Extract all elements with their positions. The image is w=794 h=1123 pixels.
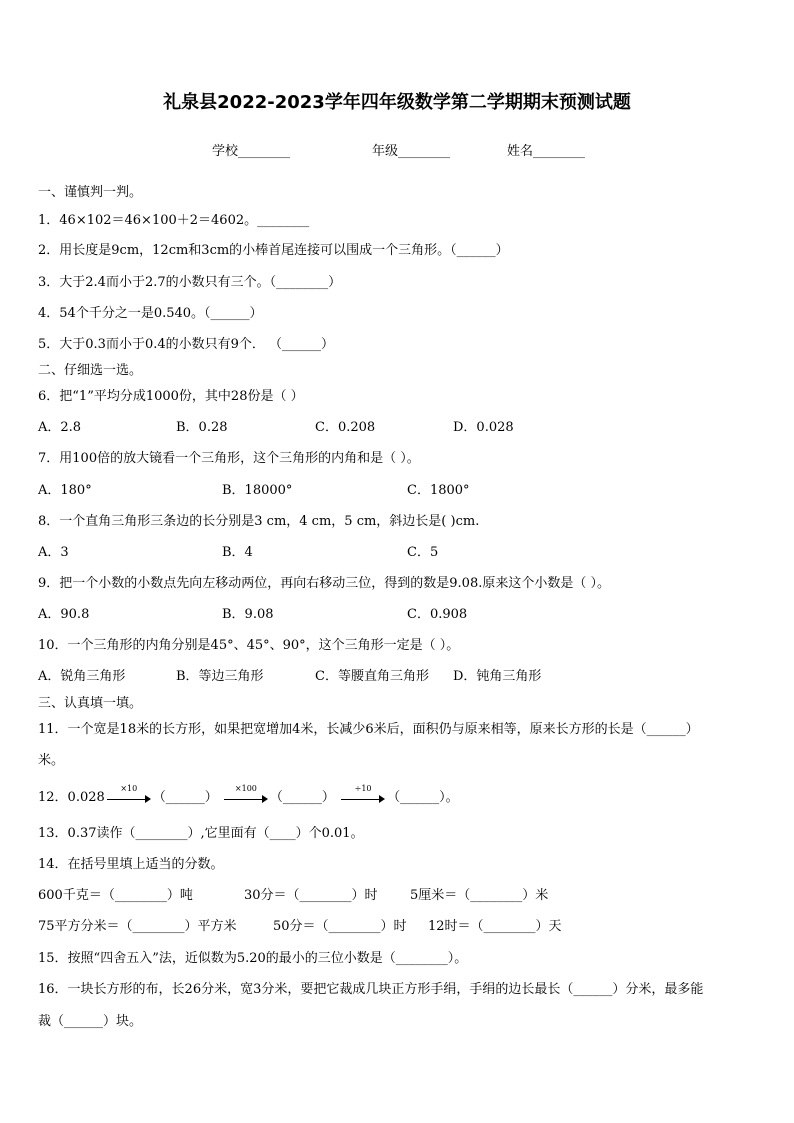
question-14: 14．在括号里填上适当的分数。: [38, 857, 224, 872]
question-3: 3．大于2.4而小于2.7的小数只有三个。（________）: [38, 275, 342, 290]
q8-option-a: A．3: [38, 545, 69, 560]
q6-option-a: A．2.8: [38, 420, 82, 435]
question-5: 5．大于0.3而小于0.4的小数只有9个． （______）: [38, 337, 335, 352]
q12-blank-1: （______）: [152, 790, 218, 805]
question-6: 6．把“1”平均分成1000份，其中28份是（ ）: [38, 389, 304, 404]
arrow-label: ×10: [120, 783, 138, 793]
name-field: 姓名________: [507, 144, 586, 159]
q14-item-4: 75平方分米＝（________）平方米: [38, 919, 237, 934]
q12-blank-3: （______）。: [387, 790, 459, 805]
question-11: 11．一个宽是18米的长方形，如果把宽增加4米，长减少6米后，面积仍与原来相等，原来长方形的长是（______）: [38, 722, 699, 737]
section-2-heading: 二、仔细选一选。: [38, 363, 143, 378]
question-16-cont: 裁（______）块。: [38, 1014, 143, 1029]
page-title: 礼泉县2022-2023学年四年级数学第二学期期末预测试题: [163, 92, 631, 113]
question-11-cont: 米。: [38, 753, 65, 768]
q14-item-5: 50分＝（________）时: [273, 919, 407, 934]
grade-field: 年级________: [372, 144, 451, 159]
q12-start-number: 12．0.028: [38, 790, 105, 805]
q6-option-d: D．0.028: [453, 420, 514, 435]
question-2: 2．用长度是9cm，12cm和3cm的小棒首尾连接可以围成一个三角形。（______）: [38, 243, 509, 258]
q7-option-c: C．1800°: [407, 483, 470, 498]
q6-option-c: C．0.208: [315, 420, 376, 435]
q14-item-2: 30分＝（________）时: [244, 888, 378, 903]
q12-blank-2: （______）: [269, 790, 335, 805]
section-3-heading: 三、认真填一填。: [38, 696, 143, 711]
arrow-label: ÷10: [354, 783, 372, 793]
times-ten-arrow: [105, 783, 153, 805]
q8-option-b: B．4: [222, 545, 253, 560]
q9-option-a: A．90.8: [38, 607, 90, 622]
question-1: 1．46×102＝46×100＋2＝4602。________: [38, 213, 310, 228]
q8-option-c: C．5: [407, 545, 439, 560]
q10-option-c: C．等腰直角三角形: [315, 669, 429, 684]
q14-item-3: 5厘米＝（________）米: [410, 888, 549, 903]
times-hundred-arrow: [222, 783, 270, 805]
question-13: 13．0.37读作（________）,它里面有（____）个0.01。: [38, 826, 364, 841]
q10-option-d: D．钝角三角形: [453, 669, 542, 684]
q7-option-b: B．18000°: [222, 483, 293, 498]
question-12: [38, 783, 459, 805]
q14-item-1: 600千克＝（________）吨: [38, 888, 193, 903]
question-15: 15．按照“四舍五入”法，近似数为5.20的最小的三位小数是（________）。: [38, 951, 468, 966]
section-1-heading: 一、谨慎判一判。: [38, 185, 143, 200]
question-7: 7．用100倍的放大镜看一个三角形，这个三角形的内角和是（ ）。: [38, 451, 420, 466]
arrow-label: ×100: [234, 783, 257, 793]
question-10: 10．一个三角形的内角分别是45°、45°、90°，这个三角形一定是（ ）。: [38, 638, 460, 653]
question-4: 4．54个千分之一是0.540。（______）: [38, 306, 263, 321]
q6-option-b: B．0.28: [176, 420, 228, 435]
q9-option-b: B．9.08: [222, 607, 274, 622]
q9-option-c: C．0.908: [407, 607, 468, 622]
school-field: 学校________: [212, 144, 291, 159]
q7-option-a: A．180°: [38, 483, 92, 498]
question-9: 9．把一个小数的小数点先向左移动两位，再向右移动三位，得到的数是9.08.原来这个小数是（ ）。: [38, 576, 610, 591]
q10-option-a: A．锐角三角形: [38, 669, 126, 684]
question-16: 16．一块长方形的布，长26分米，宽3分米，要把它裁成几块正方形手绢，手绢的边长最长（______）分米，最多能: [38, 982, 704, 997]
q14-item-6: 12时＝（________）天: [428, 919, 562, 934]
divide-ten-arrow: [339, 783, 387, 805]
question-8: 8．一个直角三角形三条边的长分别是3 cm，4 cm，5 cm，斜边长是( )cm.: [38, 514, 480, 529]
q10-option-b: B．等边三角形: [176, 669, 264, 684]
